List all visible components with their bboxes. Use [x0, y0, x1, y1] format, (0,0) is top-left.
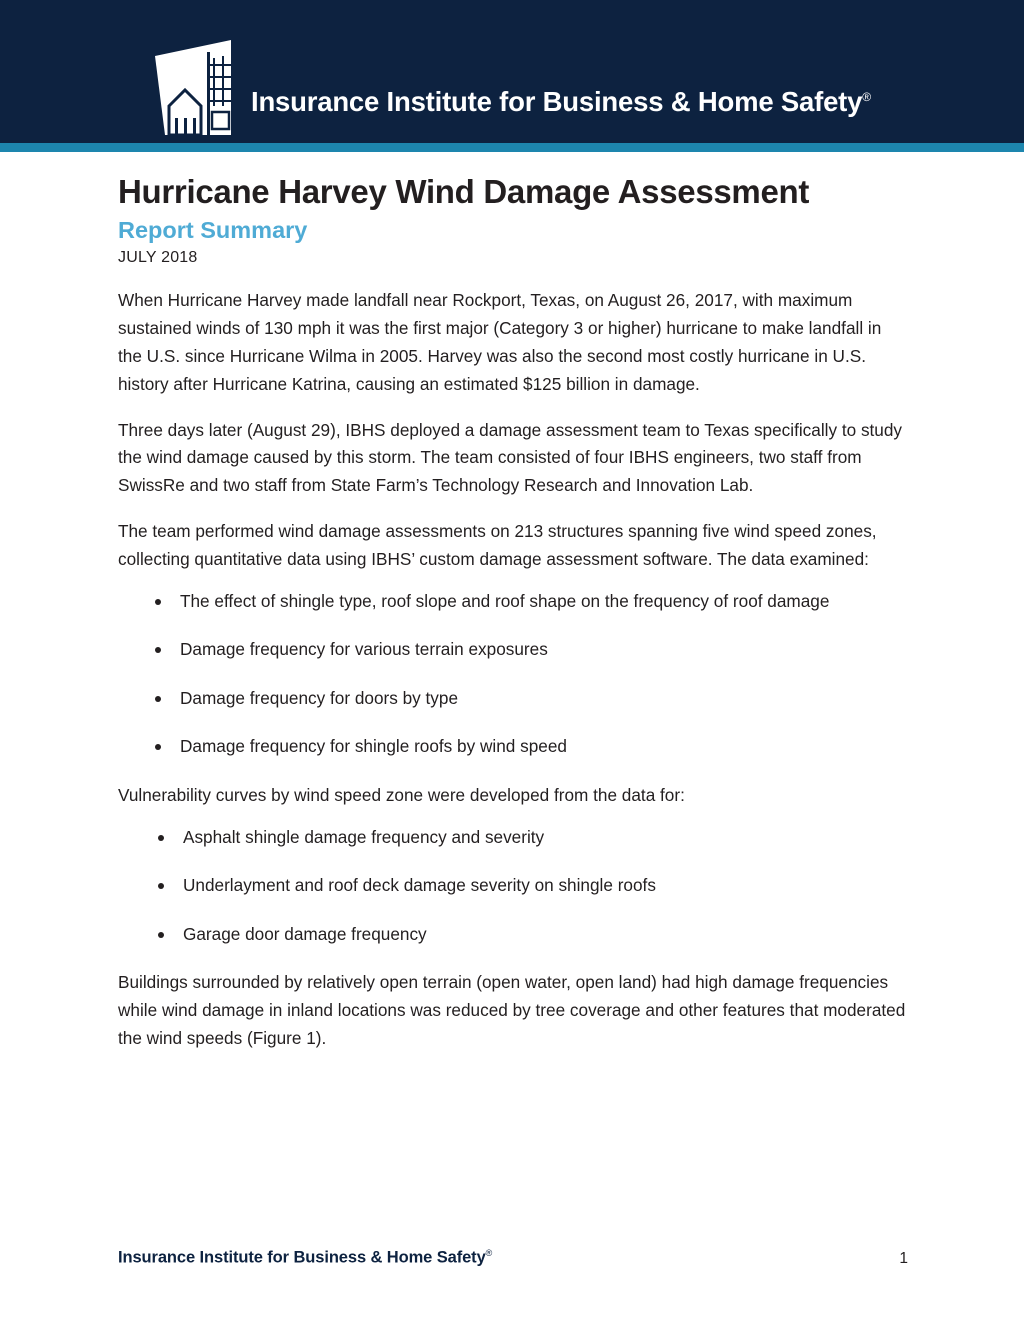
list-item: Damage frequency for shingle roofs by wind speed [118, 733, 908, 761]
list-item: Garage door damage frequency [118, 921, 908, 949]
ibhs-house-building-logo-icon [153, 38, 243, 138]
paragraph-terrain-findings: Buildings surrounded by relatively open terrain (open water, open land) had high damage frequencies while wind damage in inland locations was reduced by tree coverage and other features that moderated the wind speeds (Figure 1). [118, 972, 906, 1049]
page-title: Hurricane Harvey Wind Damage Assessment [118, 173, 810, 210]
document-content [118, 152, 908, 1053]
paragraph-deployment: Three days later (August 29), IBHS deployed a damage assessment team to Texas specifically to study the wind damage caused by this storm. The team consisted of four IBHS engineers, two staff from SwissRe and two staff from State Farm’s Technology Research and Innovation Lab. [118, 419, 903, 496]
data-examined-list [118, 588, 908, 761]
header-registered-mark: ® [862, 89, 871, 104]
footer-brand [118, 1248, 492, 1268]
header-accent-stripe [0, 143, 1024, 152]
vulnerability-curves-list [118, 824, 908, 949]
page-subtitle: Report Summary [118, 216, 308, 243]
publication-date: JULY 2018 [118, 249, 198, 267]
list-item: Damage frequency for doors by type [118, 685, 908, 713]
page-number: 1 [899, 1249, 908, 1267]
header-brand-name: Insurance Institute for Business & Home Safety [251, 86, 863, 117]
paragraph-intro: When Hurricane Harvey made landfall near Rockport, Texas, on August 26, 2017, with maximum sustained winds of 130 mph it was the first major (Category 3 or higher) hurricane to make landfall in the U.S. since Hurricane Wilma in 2005. Harvey was also the second most costly hurricane in U.S. history after Hurricane Katrina, causing an estimated $125 billion in damage. [118, 290, 882, 394]
list-item: The effect of shingle type, roof slope and roof shape on the frequency of roof damage [118, 588, 908, 616]
list-item: Damage frequency for various terrain exposures [118, 636, 908, 664]
list-item: Underlayment and roof deck damage severity on shingle roofs [118, 872, 908, 900]
page-body [0, 152, 1024, 1071]
paragraph-vulnerability-lead-in: Vulnerability curves by wind speed zone were developed from the data for: [118, 784, 685, 805]
page-footer [118, 1248, 908, 1268]
list-item: Asphalt shingle damage frequency and severity [118, 824, 908, 852]
footer-brand-name: Insurance Institute for Business & Home Safety [118, 1248, 486, 1267]
footer-registered-mark: ® [485, 1248, 493, 1258]
page-header [0, 0, 1024, 143]
header-brand-wordmark [251, 86, 871, 118]
paragraph-assessment-lead-in: The team performed wind damage assessments on 213 structures spanning five wind speed zones, collecting quantitative data using IBHS’ custom damage assessment software. The data examined: [118, 521, 877, 569]
